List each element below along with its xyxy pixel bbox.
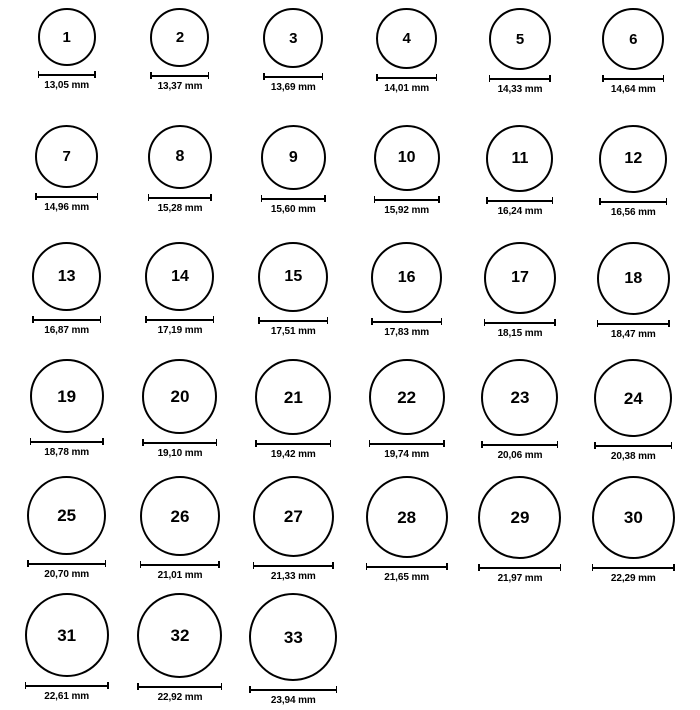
ring-size-cell[interactable]: [10, 125, 123, 242]
ring-size-cell[interactable]: [577, 242, 690, 359]
ring-circle: [142, 359, 217, 434]
ring-circle: [38, 8, 96, 66]
dimension-line-icon: [486, 197, 553, 204]
dimension-line-icon: [137, 683, 222, 690]
diameter-label: 14,33 mm: [497, 84, 543, 95]
diameter-label: 13,69 mm: [270, 82, 316, 93]
diameter-label: 14,96 mm: [44, 202, 90, 213]
ring-size-cell[interactable]: [577, 125, 690, 242]
dimension-line-icon: [371, 318, 442, 325]
dimension-line-icon: [25, 682, 109, 689]
ring-size-number: 19: [57, 386, 77, 406]
dimension-line-icon: [366, 563, 448, 570]
dimension-annotation: [32, 316, 101, 336]
dimension-line-icon: [369, 440, 445, 447]
ring-circle: [255, 359, 331, 435]
diameter-label: 17,51 mm: [270, 326, 316, 337]
ring-size-number: 17: [511, 269, 529, 286]
dimension-annotation: [592, 564, 675, 584]
ring-size-number: 21: [283, 387, 303, 407]
diameter-label: 18,47 mm: [610, 329, 656, 340]
ring-size-cell[interactable]: [237, 476, 350, 593]
ring-size-number: 20: [170, 387, 190, 406]
ring-circle: [253, 476, 334, 557]
dimension-line-icon: [592, 564, 675, 571]
ring-size-number: 5: [515, 30, 525, 48]
ring-size-number: 2: [175, 29, 185, 46]
diameter-label: 20,70 mm: [44, 569, 90, 580]
dimension-line-icon: [255, 440, 331, 447]
ring-size-grid: [10, 8, 690, 710]
ring-circle: [376, 8, 437, 69]
ring-size-number: 1: [62, 28, 71, 46]
ring-size-cell[interactable]: [350, 8, 463, 125]
diameter-label: 17,83 mm: [384, 327, 430, 338]
diameter-label: 20,06 mm: [497, 450, 543, 461]
ring-circle: [261, 125, 326, 190]
diameter-label: 21,33 mm: [270, 571, 316, 582]
dimension-line-icon: [599, 198, 667, 205]
ring-circle: [263, 8, 323, 68]
ring-size-cell[interactable]: [123, 125, 236, 242]
ring-circle: [484, 242, 556, 314]
dimension-annotation: [597, 320, 670, 340]
dimension-annotation: [249, 686, 337, 706]
ring-size-number: 31: [57, 625, 77, 645]
ring-size-number: 11: [511, 149, 529, 167]
dimension-line-icon: [484, 319, 556, 326]
ring-size-number: 30: [623, 508, 643, 527]
ring-size-cell[interactable]: [577, 359, 690, 476]
dimension-line-icon: [145, 316, 214, 323]
ring-size-cell[interactable]: [463, 125, 576, 242]
ring-size-number: 18: [624, 269, 643, 287]
diameter-label: 16,24 mm: [497, 206, 543, 217]
dimension-annotation: [481, 441, 558, 461]
ring-size-cell[interactable]: [463, 359, 576, 476]
dimension-line-icon: [478, 564, 561, 571]
diameter-label: 23,94 mm: [270, 695, 316, 706]
ring-size-cell[interactable]: [463, 8, 576, 125]
ring-circle: [478, 476, 561, 559]
dimension-line-icon: [140, 561, 220, 568]
dimension-annotation: [137, 683, 222, 703]
ring-size-cell[interactable]: [237, 125, 350, 242]
ring-circle: [592, 476, 675, 559]
dimension-line-icon: [374, 196, 440, 203]
diameter-label: 20,38 mm: [610, 451, 656, 462]
dimension-annotation: [594, 442, 672, 462]
ring-circle: [137, 593, 222, 678]
diameter-label: 15,28 mm: [157, 203, 203, 214]
dimension-annotation: [38, 71, 96, 91]
ring-size-cell[interactable]: [123, 359, 236, 476]
dimension-annotation: [376, 74, 437, 94]
dimension-line-icon: [489, 75, 551, 82]
dimension-annotation: [484, 319, 556, 339]
dimension-line-icon: [261, 195, 326, 202]
ring-circle: [486, 125, 553, 192]
ring-size-number: 16: [397, 268, 416, 286]
ring-circle: [30, 359, 104, 433]
diameter-label: 13,37 mm: [157, 81, 203, 92]
dimension-line-icon: [32, 316, 101, 323]
ring-size-number: 24: [623, 388, 643, 408]
dimension-annotation: [27, 560, 106, 580]
dimension-line-icon: [597, 320, 670, 327]
dimension-line-icon: [148, 194, 212, 201]
diameter-label: 16,56 mm: [610, 207, 656, 218]
ring-size-number: 8: [175, 148, 185, 165]
ring-circle: [32, 242, 101, 311]
dimension-annotation: [30, 438, 104, 458]
ring-size-cell[interactable]: [463, 242, 576, 359]
ring-circle: [599, 125, 667, 193]
ring-circle: [258, 242, 328, 312]
dimension-annotation: [145, 316, 214, 336]
diameter-label: 22,92 mm: [157, 692, 203, 703]
ring-circle: [366, 476, 448, 558]
ring-circle: [481, 359, 558, 436]
ring-size-number: 23: [510, 388, 530, 407]
dimension-line-icon: [376, 74, 437, 81]
diameter-label: 19,10 mm: [157, 448, 203, 459]
ring-size-cell[interactable]: [123, 8, 236, 125]
dimension-annotation: [486, 197, 553, 217]
ring-circle: [148, 125, 212, 189]
diameter-label: 18,78 mm: [44, 447, 90, 458]
ring-circle: [371, 242, 442, 313]
diameter-label: 14,64 mm: [610, 84, 656, 95]
ring-size-cell[interactable]: [123, 593, 236, 710]
diameter-label: 21,65 mm: [384, 572, 430, 583]
dimension-line-icon: [253, 562, 334, 569]
ring-size-cell[interactable]: [123, 476, 236, 593]
dimension-annotation: [602, 75, 664, 95]
dimension-line-icon: [602, 75, 664, 82]
dimension-annotation: [25, 682, 109, 702]
ring-size-cell[interactable]: [350, 125, 463, 242]
dimension-annotation: [35, 193, 98, 213]
dimension-line-icon: [35, 193, 98, 200]
ring-size-number: 22: [397, 387, 417, 407]
ring-size-number: 33: [283, 627, 303, 647]
ring-size-number: 6: [629, 30, 638, 48]
dimension-annotation: [148, 194, 212, 214]
dimension-line-icon: [30, 438, 104, 445]
ring-circle: [27, 476, 106, 555]
diameter-label: 19,74 mm: [384, 449, 430, 460]
ring-size-number: 12: [624, 150, 643, 167]
ring-size-cell[interactable]: [237, 359, 350, 476]
diameter-label: 21,01 mm: [157, 570, 203, 581]
ring-size-cell[interactable]: [237, 8, 350, 125]
ring-size-number: 10: [397, 149, 416, 166]
ring-circle: [35, 125, 98, 188]
ring-size-cell[interactable]: [10, 476, 123, 593]
dimension-annotation: [369, 440, 445, 460]
dimension-line-icon: [263, 73, 323, 80]
ring-circle: [489, 8, 551, 70]
ring-size-cell[interactable]: [350, 476, 463, 593]
dimension-annotation: [253, 562, 334, 582]
ring-size-number: 13: [57, 267, 76, 285]
ring-circle: [140, 476, 220, 556]
ring-circle: [150, 8, 209, 67]
dimension-line-icon: [258, 317, 328, 324]
diameter-label: 19,42 mm: [270, 449, 316, 460]
ring-size-cell[interactable]: [463, 476, 576, 593]
dimension-annotation: [263, 73, 323, 93]
ring-size-cell[interactable]: [10, 242, 123, 359]
ring-circle: [374, 125, 440, 191]
ring-size-number: 26: [170, 506, 190, 526]
dimension-line-icon: [38, 71, 96, 78]
dimension-annotation: [258, 317, 328, 337]
diameter-label: 14,01 mm: [384, 83, 430, 94]
dimension-annotation: [599, 198, 667, 218]
diameter-label: 21,97 mm: [497, 573, 543, 584]
ring-size-cell[interactable]: [350, 242, 463, 359]
ring-circle: [249, 593, 337, 681]
ring-size-number: 7: [62, 148, 71, 165]
ring-circle: [594, 359, 672, 437]
dimension-annotation: [140, 561, 220, 581]
dimension-annotation: [366, 563, 448, 583]
ring-circle: [25, 593, 109, 677]
dimension-annotation: [261, 195, 326, 215]
diameter-label: 22,29 mm: [610, 573, 656, 584]
diameter-label: 16,87 mm: [44, 325, 90, 336]
dimension-line-icon: [481, 441, 558, 448]
diameter-label: 13,05 mm: [44, 80, 90, 91]
diameter-label: 15,60 mm: [270, 204, 316, 215]
ring-size-number: 3: [289, 29, 298, 47]
diameter-label: 18,15 mm: [497, 328, 543, 339]
ring-size-number: 25: [57, 506, 77, 525]
dimension-line-icon: [249, 686, 337, 693]
diameter-label: 15,92 mm: [384, 205, 430, 216]
ring-size-cell[interactable]: [577, 476, 690, 593]
dimension-annotation: [371, 318, 442, 338]
ring-size-number: 14: [171, 267, 189, 285]
dimension-annotation: [150, 72, 209, 92]
ring-circle: [597, 242, 670, 315]
ring-circle: [369, 359, 445, 435]
ring-size-number: 27: [283, 507, 303, 526]
ring-circle: [145, 242, 214, 311]
dimension-line-icon: [27, 560, 106, 567]
dimension-annotation: [142, 439, 217, 459]
ring-size-number: 15: [284, 268, 303, 285]
ring-size-cell[interactable]: [237, 593, 350, 710]
ring-size-number: 32: [170, 626, 190, 645]
ring-size-cell[interactable]: [10, 593, 123, 710]
dimension-annotation: [489, 75, 551, 95]
ring-size-cell[interactable]: [10, 8, 123, 125]
ring-size-cell[interactable]: [123, 242, 236, 359]
dimension-line-icon: [142, 439, 217, 446]
dimension-annotation: [374, 196, 440, 216]
dimension-line-icon: [150, 72, 209, 79]
ring-size-cell[interactable]: [577, 8, 690, 125]
ring-size-cell[interactable]: [350, 359, 463, 476]
ring-size-number: 29: [510, 508, 530, 527]
ring-size-cell[interactable]: [10, 359, 123, 476]
diameter-label: 22,61 mm: [44, 691, 90, 702]
diameter-label: 17,19 mm: [157, 325, 203, 336]
ring-size-cell[interactable]: [237, 242, 350, 359]
ring-size-number: 4: [402, 30, 411, 47]
dimension-line-icon: [594, 442, 672, 449]
ring-circle: [602, 8, 664, 70]
dimension-annotation: [255, 440, 331, 460]
dimension-annotation: [478, 564, 561, 584]
ring-size-number: 28: [397, 507, 417, 527]
ring-size-number: 9: [288, 148, 298, 166]
